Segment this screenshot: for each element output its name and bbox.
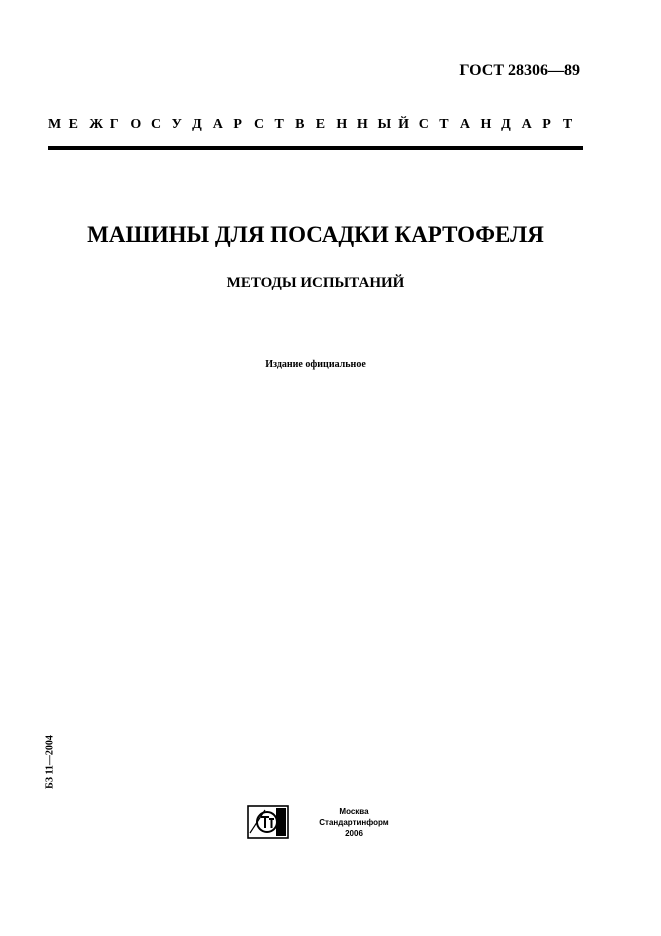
banner-letter: Н	[480, 117, 492, 132]
banner-letter: С	[253, 117, 265, 132]
publisher-city: Москва	[339, 807, 369, 816]
header-rule	[48, 146, 583, 150]
banner-word-interstate	[48, 117, 419, 133]
banner-letter: А	[212, 117, 223, 132]
banner-letter: Р	[233, 117, 242, 132]
banner-letter: У	[171, 117, 182, 132]
banner-letter: Д	[192, 117, 202, 132]
side-code	[43, 730, 57, 794]
banner-letter: А	[459, 117, 470, 132]
standartinform-logo-icon	[247, 805, 289, 839]
banner-letter: Т	[274, 117, 284, 132]
banner-letter: Т	[439, 117, 449, 132]
banner-letter: В	[295, 117, 305, 132]
edition-note: Издание официальное	[265, 359, 366, 370]
banner-letter: Й	[398, 117, 409, 132]
publisher-year: 2006	[345, 829, 363, 838]
banner-letter: Ы	[377, 117, 392, 132]
document-subtitle: МЕТОДЫ ИСПЫТАНИЙ	[226, 275, 405, 291]
banner-letter: Г	[109, 117, 119, 132]
banner-letter: Т	[562, 117, 573, 132]
banner-letter: Н	[356, 117, 368, 132]
banner-letter: Е	[315, 117, 326, 132]
banner-letter: А	[521, 117, 532, 132]
banner-letter: Д	[501, 117, 511, 132]
banner-letter: Р	[542, 117, 551, 132]
publisher-block	[304, 806, 404, 839]
publisher-name: Стандартинформ	[319, 818, 389, 827]
banner-letter: С	[418, 117, 429, 132]
banner-letter: Ж	[89, 117, 104, 132]
banner-letter: С	[150, 117, 162, 132]
banner-letter: О	[130, 117, 142, 132]
interstate-standard-banner	[48, 117, 583, 133]
banner-letter: Н	[336, 117, 348, 132]
standard-number: ГОСТ 28306—89	[459, 62, 580, 79]
document-title: МАШИНЫ ДЛЯ ПОСАДКИ КАРТОФЕЛЯ	[87, 222, 544, 247]
banner-letter: М	[48, 117, 62, 132]
side-code-text: БЗ 11—2004	[44, 735, 56, 789]
banner-letter: Е	[68, 117, 78, 132]
banner-word-standard	[419, 117, 584, 133]
